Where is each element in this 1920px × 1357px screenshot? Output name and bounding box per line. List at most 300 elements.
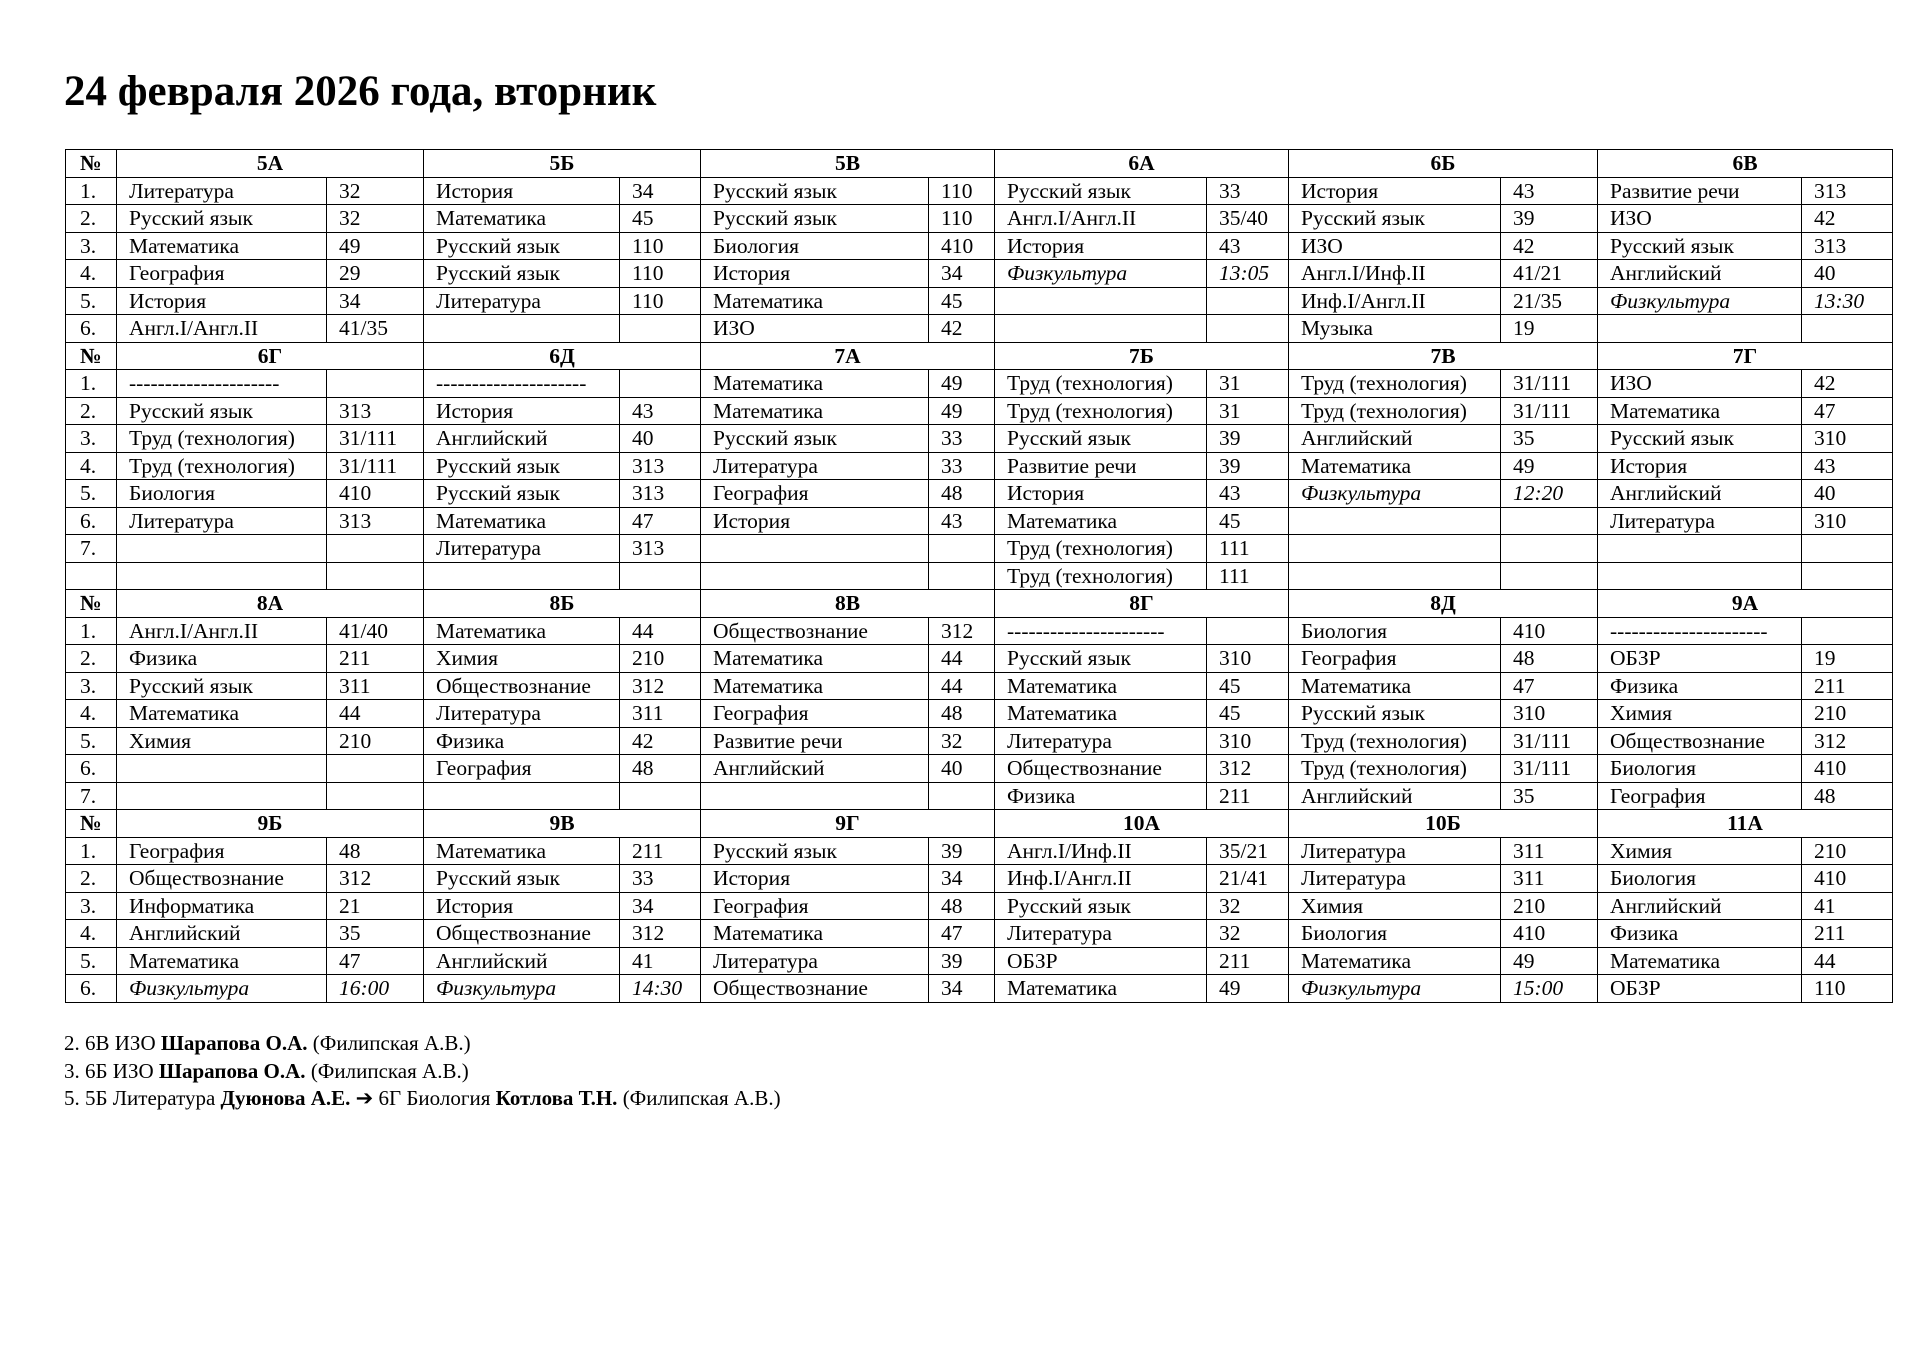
subject-cell: Литература [701, 452, 929, 480]
subject-cell: Литература [117, 507, 327, 535]
lesson-row [66, 920, 1893, 948]
subject-cell: ОБЗР [1598, 975, 1802, 1003]
lesson-number: 4. [66, 452, 117, 480]
room-cell: 211 [620, 837, 701, 865]
subject-cell: ИЗО [1598, 370, 1802, 398]
room-cell: 44 [929, 645, 995, 673]
lesson-row [66, 425, 1893, 453]
note-text: 2. 6В ИЗО [64, 1031, 161, 1055]
subject-cell: История [424, 397, 620, 425]
room-cell: 211 [1802, 920, 1893, 948]
room-cell: 33 [929, 425, 995, 453]
subject-cell: Русский язык [1598, 425, 1802, 453]
class-header-row [66, 342, 1893, 370]
subject-cell: Математика [701, 920, 929, 948]
subject-cell: Химия [424, 645, 620, 673]
subject-cell [117, 562, 327, 590]
lesson-row [66, 727, 1893, 755]
lesson-number: 3. [66, 892, 117, 920]
room-cell: 310 [1501, 700, 1598, 728]
lesson-row [66, 975, 1893, 1003]
lesson-row [66, 507, 1893, 535]
room-cell: 211 [1207, 947, 1289, 975]
room-cell: 210 [327, 727, 424, 755]
room-cell: 312 [327, 865, 424, 893]
class-name: 6Д [424, 342, 701, 370]
class-name: 8В [701, 590, 995, 618]
class-name: 7Г [1598, 342, 1893, 370]
room-cell: 21/35 [1501, 287, 1598, 315]
subject-cell: Математика [117, 947, 327, 975]
subject-cell: Русский язык [424, 452, 620, 480]
room-cell: 39 [1207, 425, 1289, 453]
room-cell [327, 755, 424, 783]
subject-cell: Английский [1598, 260, 1802, 288]
room-cell: 48 [620, 755, 701, 783]
class-name: 6А [995, 150, 1289, 178]
room-cell: 313 [327, 507, 424, 535]
room-cell [1207, 617, 1289, 645]
lesson-number: 4. [66, 260, 117, 288]
lesson-number: 4. [66, 920, 117, 948]
subject-cell: Литература [995, 727, 1207, 755]
subject-cell: Русский язык [995, 892, 1207, 920]
subject-cell: География [701, 700, 929, 728]
room-cell: 210 [1802, 837, 1893, 865]
room-cell: 110 [1802, 975, 1893, 1003]
subject-cell: Развитие речи [995, 452, 1207, 480]
subject-cell: --------------------- [424, 370, 620, 398]
lesson-number-header: № [66, 150, 117, 178]
room-cell: 211 [1802, 672, 1893, 700]
room-cell: 44 [327, 700, 424, 728]
lesson-row [66, 755, 1893, 783]
subject-cell: Русский язык [1289, 205, 1501, 233]
room-cell: 410 [327, 480, 424, 508]
subject-cell: Физика [1598, 672, 1802, 700]
subject-cell: Математика [1289, 452, 1501, 480]
note-text: (Филипская А.В.) [307, 1031, 471, 1055]
room-cell: 45 [1207, 507, 1289, 535]
subject-cell [424, 315, 620, 343]
subject-cell: Математика [995, 507, 1207, 535]
lesson-number: 7. [66, 535, 117, 563]
room-cell [1501, 535, 1598, 563]
subject-cell: География [1598, 782, 1802, 810]
subject-cell: Русский язык [424, 865, 620, 893]
room-cell: 34 [327, 287, 424, 315]
subject-cell: Труд (технология) [1289, 727, 1501, 755]
room-cell: 40 [620, 425, 701, 453]
subject-cell [995, 287, 1207, 315]
subject-cell: Математика [995, 672, 1207, 700]
subject-cell: Англ.I/Инф.II [1289, 260, 1501, 288]
room-cell [620, 370, 701, 398]
lesson-row [66, 315, 1893, 343]
subject-cell: Труд (технология) [995, 562, 1207, 590]
lesson-row [66, 700, 1893, 728]
time-cell: 16:00 [327, 975, 424, 1003]
subject-cell: Химия [1598, 700, 1802, 728]
subject-cell: Русский язык [424, 260, 620, 288]
room-cell: 34 [929, 865, 995, 893]
room-cell: 310 [1802, 425, 1893, 453]
substitution-notes [64, 1030, 781, 1113]
class-name: 5Б [424, 150, 701, 178]
subject-cell: Математика [701, 645, 929, 673]
room-cell: 312 [620, 672, 701, 700]
subject-cell: Литература [701, 947, 929, 975]
class-name: 9А [1598, 590, 1893, 618]
room-cell: 41/35 [327, 315, 424, 343]
lesson-number: 5. [66, 480, 117, 508]
room-cell: 210 [1802, 700, 1893, 728]
room-cell: 110 [929, 205, 995, 233]
subject-cell: Математика [701, 672, 929, 700]
room-cell: 310 [1207, 645, 1289, 673]
time-cell: 14:30 [620, 975, 701, 1003]
subject-cell: Англ.I/Англ.II [995, 205, 1207, 233]
room-cell: 313 [1802, 177, 1893, 205]
room-cell: 110 [620, 260, 701, 288]
room-cell: 48 [929, 892, 995, 920]
subject-cell [424, 562, 620, 590]
room-cell: 31/111 [1501, 755, 1598, 783]
schedule-table [65, 149, 1893, 1003]
subject-cell: Физика [117, 645, 327, 673]
room-cell: 31 [1207, 397, 1289, 425]
subject-cell: ОБЗР [1598, 645, 1802, 673]
room-cell: 31 [1207, 370, 1289, 398]
subject-cell: Труд (технология) [1289, 370, 1501, 398]
subject-cell: Математика [995, 975, 1207, 1003]
teacher-name: Шарапова О.А. [158, 1058, 306, 1083]
subject-cell: Математика [117, 232, 327, 260]
room-cell: 32 [1207, 920, 1289, 948]
lesson-row [66, 452, 1893, 480]
room-cell [327, 562, 424, 590]
lesson-number: 6. [66, 507, 117, 535]
schedule-body [66, 150, 1893, 1003]
subject-cell: Математика [424, 617, 620, 645]
room-cell [1501, 507, 1598, 535]
subject-cell: Английский [701, 755, 929, 783]
room-cell: 31/111 [327, 452, 424, 480]
lesson-number: 3. [66, 232, 117, 260]
room-cell: 49 [929, 397, 995, 425]
subject-cell: ---------------------- [995, 617, 1207, 645]
subject-cell: Русский язык [117, 397, 327, 425]
lesson-number: 2. [66, 397, 117, 425]
room-cell: 410 [1802, 865, 1893, 893]
room-cell: 33 [929, 452, 995, 480]
lesson-row [66, 370, 1893, 398]
subject-cell: Обществознание [701, 617, 929, 645]
subject-cell: Русский язык [995, 425, 1207, 453]
subject-cell: Физика [1598, 920, 1802, 948]
subject-cell: Математика [424, 837, 620, 865]
room-cell: 31/111 [327, 425, 424, 453]
subject-cell: Труд (технология) [117, 452, 327, 480]
room-cell: 43 [1207, 480, 1289, 508]
subject-cell: География [701, 480, 929, 508]
class-name: 7А [701, 342, 995, 370]
room-cell: 48 [1802, 782, 1893, 810]
room-cell: 311 [327, 672, 424, 700]
subject-cell [701, 562, 929, 590]
note-line [64, 1058, 781, 1086]
room-cell: 45 [620, 205, 701, 233]
lesson-number [66, 562, 117, 590]
subject-cell: Информатика [117, 892, 327, 920]
room-cell: 313 [620, 480, 701, 508]
lesson-number: 6. [66, 315, 117, 343]
room-cell: 40 [1802, 260, 1893, 288]
subject-cell: Инф.I/Англ.II [995, 865, 1207, 893]
subject-cell: Обществознание [424, 672, 620, 700]
room-cell: 47 [1501, 672, 1598, 700]
room-cell: 32 [327, 177, 424, 205]
lesson-number-header: № [66, 810, 117, 838]
room-cell: 310 [1802, 507, 1893, 535]
subject-cell: Развитие речи [701, 727, 929, 755]
subject-cell: Биология [1289, 617, 1501, 645]
room-cell: 47 [327, 947, 424, 975]
subject-cell: Литература [117, 177, 327, 205]
lesson-row [66, 947, 1893, 975]
room-cell: 210 [1501, 892, 1598, 920]
room-cell: 19 [1501, 315, 1598, 343]
subject-cell [1598, 535, 1802, 563]
room-cell: 312 [1207, 755, 1289, 783]
room-cell: 410 [1501, 617, 1598, 645]
room-cell: 40 [929, 755, 995, 783]
room-cell [1802, 562, 1893, 590]
subject-cell: География [424, 755, 620, 783]
subject-cell: Физкультура [424, 975, 620, 1003]
subject-cell: География [117, 837, 327, 865]
room-cell: 42 [1802, 205, 1893, 233]
room-cell: 41 [620, 947, 701, 975]
subject-cell: Литература [1289, 837, 1501, 865]
room-cell [327, 535, 424, 563]
room-cell: 110 [929, 177, 995, 205]
room-cell: 34 [620, 892, 701, 920]
subject-cell: Англ.I/Англ.II [117, 617, 327, 645]
subject-cell: Математика [117, 700, 327, 728]
room-cell: 110 [620, 287, 701, 315]
room-cell: 32 [327, 205, 424, 233]
class-name: 8Б [424, 590, 701, 618]
subject-cell: Музыка [1289, 315, 1501, 343]
room-cell: 42 [620, 727, 701, 755]
note-line [64, 1085, 781, 1113]
subject-cell: --------------------- [117, 370, 327, 398]
subject-cell [1598, 315, 1802, 343]
subject-cell: Физкультура [117, 975, 327, 1003]
lesson-number: 1. [66, 177, 117, 205]
lesson-row [66, 535, 1893, 563]
subject-cell: Математика [424, 507, 620, 535]
subject-cell [117, 755, 327, 783]
subject-cell: История [424, 177, 620, 205]
room-cell [1501, 562, 1598, 590]
subject-cell: Литература [1598, 507, 1802, 535]
subject-cell: Русский язык [1289, 700, 1501, 728]
room-cell [929, 562, 995, 590]
subject-cell: Труд (технология) [117, 425, 327, 453]
subject-cell: Математика [424, 205, 620, 233]
subject-cell: Химия [1598, 837, 1802, 865]
room-cell: 313 [620, 535, 701, 563]
lesson-number: 2. [66, 205, 117, 233]
subject-cell: Английский [424, 425, 620, 453]
subject-cell: История [995, 232, 1207, 260]
room-cell [1802, 535, 1893, 563]
room-cell: 49 [327, 232, 424, 260]
lesson-number: 4. [66, 700, 117, 728]
room-cell [620, 782, 701, 810]
room-cell: 43 [1207, 232, 1289, 260]
subject-cell: Русский язык [117, 205, 327, 233]
room-cell: 47 [620, 507, 701, 535]
subject-cell [1289, 507, 1501, 535]
room-cell: 311 [1501, 837, 1598, 865]
class-name: 6Б [1289, 150, 1598, 178]
room-cell: 310 [1207, 727, 1289, 755]
class-name: 7В [1289, 342, 1598, 370]
lesson-row [66, 782, 1893, 810]
subject-cell: Физкультура [1289, 480, 1501, 508]
subject-cell: Физкультура [1289, 975, 1501, 1003]
time-cell: 15:00 [1501, 975, 1598, 1003]
room-cell: 210 [620, 645, 701, 673]
room-cell: 33 [1207, 177, 1289, 205]
subject-cell: Английский [1598, 892, 1802, 920]
note-line [64, 1030, 781, 1058]
subject-cell: Англ.I/Инф.II [995, 837, 1207, 865]
subject-cell [1289, 535, 1501, 563]
subject-cell: ИЗО [701, 315, 929, 343]
room-cell: 312 [620, 920, 701, 948]
lesson-row [66, 287, 1893, 315]
subject-cell: Англ.I/Англ.II [117, 315, 327, 343]
lesson-row [66, 865, 1893, 893]
subject-cell: География [1289, 645, 1501, 673]
room-cell: 42 [1501, 232, 1598, 260]
room-cell [1207, 287, 1289, 315]
lesson-row [66, 205, 1893, 233]
room-cell: 39 [929, 837, 995, 865]
subject-cell: История [701, 507, 929, 535]
subject-cell: Физкультура [995, 260, 1207, 288]
room-cell: 44 [929, 672, 995, 700]
subject-cell: Труд (технология) [995, 370, 1207, 398]
room-cell [929, 535, 995, 563]
room-cell: 44 [1802, 947, 1893, 975]
room-cell: 39 [1207, 452, 1289, 480]
subject-cell: Математика [1598, 397, 1802, 425]
subject-cell: Математика [1598, 947, 1802, 975]
page-title: 24 февраля 2026 года, вторник [64, 68, 657, 115]
subject-cell: География [701, 892, 929, 920]
time-cell: 13:30 [1802, 287, 1893, 315]
subject-cell [995, 315, 1207, 343]
room-cell [620, 315, 701, 343]
room-cell: 41/21 [1501, 260, 1598, 288]
subject-cell: Математика [1289, 947, 1501, 975]
subject-cell: Труд (технология) [995, 397, 1207, 425]
class-name: 6В [1598, 150, 1893, 178]
subject-cell: Инф.I/Англ.II [1289, 287, 1501, 315]
room-cell: 48 [327, 837, 424, 865]
room-cell: 211 [327, 645, 424, 673]
lesson-row [66, 562, 1893, 590]
subject-cell: ИЗО [1598, 205, 1802, 233]
lesson-number: 2. [66, 865, 117, 893]
room-cell: 211 [1207, 782, 1289, 810]
lesson-number: 3. [66, 672, 117, 700]
room-cell: 43 [1802, 452, 1893, 480]
class-name: 10Б [1289, 810, 1598, 838]
room-cell: 35/21 [1207, 837, 1289, 865]
room-cell: 42 [1802, 370, 1893, 398]
room-cell: 49 [1501, 452, 1598, 480]
room-cell: 32 [929, 727, 995, 755]
subject-cell: Русский язык [117, 672, 327, 700]
subject-cell: Математика [701, 370, 929, 398]
subject-cell: Физика [424, 727, 620, 755]
lesson-row [66, 260, 1893, 288]
room-cell: 49 [929, 370, 995, 398]
room-cell: 35 [327, 920, 424, 948]
teacher-name: Дуюнова А.Е. [220, 1086, 351, 1110]
room-cell: 41/40 [327, 617, 424, 645]
subject-cell: Биология [701, 232, 929, 260]
subject-cell: Биология [1289, 920, 1501, 948]
lesson-row [66, 177, 1893, 205]
subject-cell: Труд (технология) [995, 535, 1207, 563]
room-cell: 47 [929, 920, 995, 948]
subject-cell: Английский [1289, 425, 1501, 453]
class-name: 7Б [995, 342, 1289, 370]
note-text: ➔ 6Г Биология [350, 1086, 496, 1110]
lesson-number-header: № [66, 342, 117, 370]
note-text: 3. 6Б ИЗО [64, 1058, 159, 1083]
room-cell: 44 [620, 617, 701, 645]
time-cell: 12:20 [1501, 480, 1598, 508]
subject-cell: Химия [117, 727, 327, 755]
room-cell [1207, 315, 1289, 343]
room-cell: 39 [1501, 205, 1598, 233]
class-header-row [66, 810, 1893, 838]
room-cell: 410 [1501, 920, 1598, 948]
subject-cell: Математика [701, 287, 929, 315]
subject-cell [701, 535, 929, 563]
subject-cell: Русский язык [995, 645, 1207, 673]
subject-cell: История [701, 865, 929, 893]
room-cell: 42 [929, 315, 995, 343]
room-cell [327, 370, 424, 398]
class-name: 8Д [1289, 590, 1598, 618]
subject-cell: Английский [1289, 782, 1501, 810]
room-cell: 311 [1501, 865, 1598, 893]
lesson-number: 5. [66, 947, 117, 975]
lesson-row [66, 672, 1893, 700]
room-cell: 111 [1207, 562, 1289, 590]
teacher-name: Котлова Т.Н. [495, 1086, 618, 1110]
class-header-row [66, 150, 1893, 178]
